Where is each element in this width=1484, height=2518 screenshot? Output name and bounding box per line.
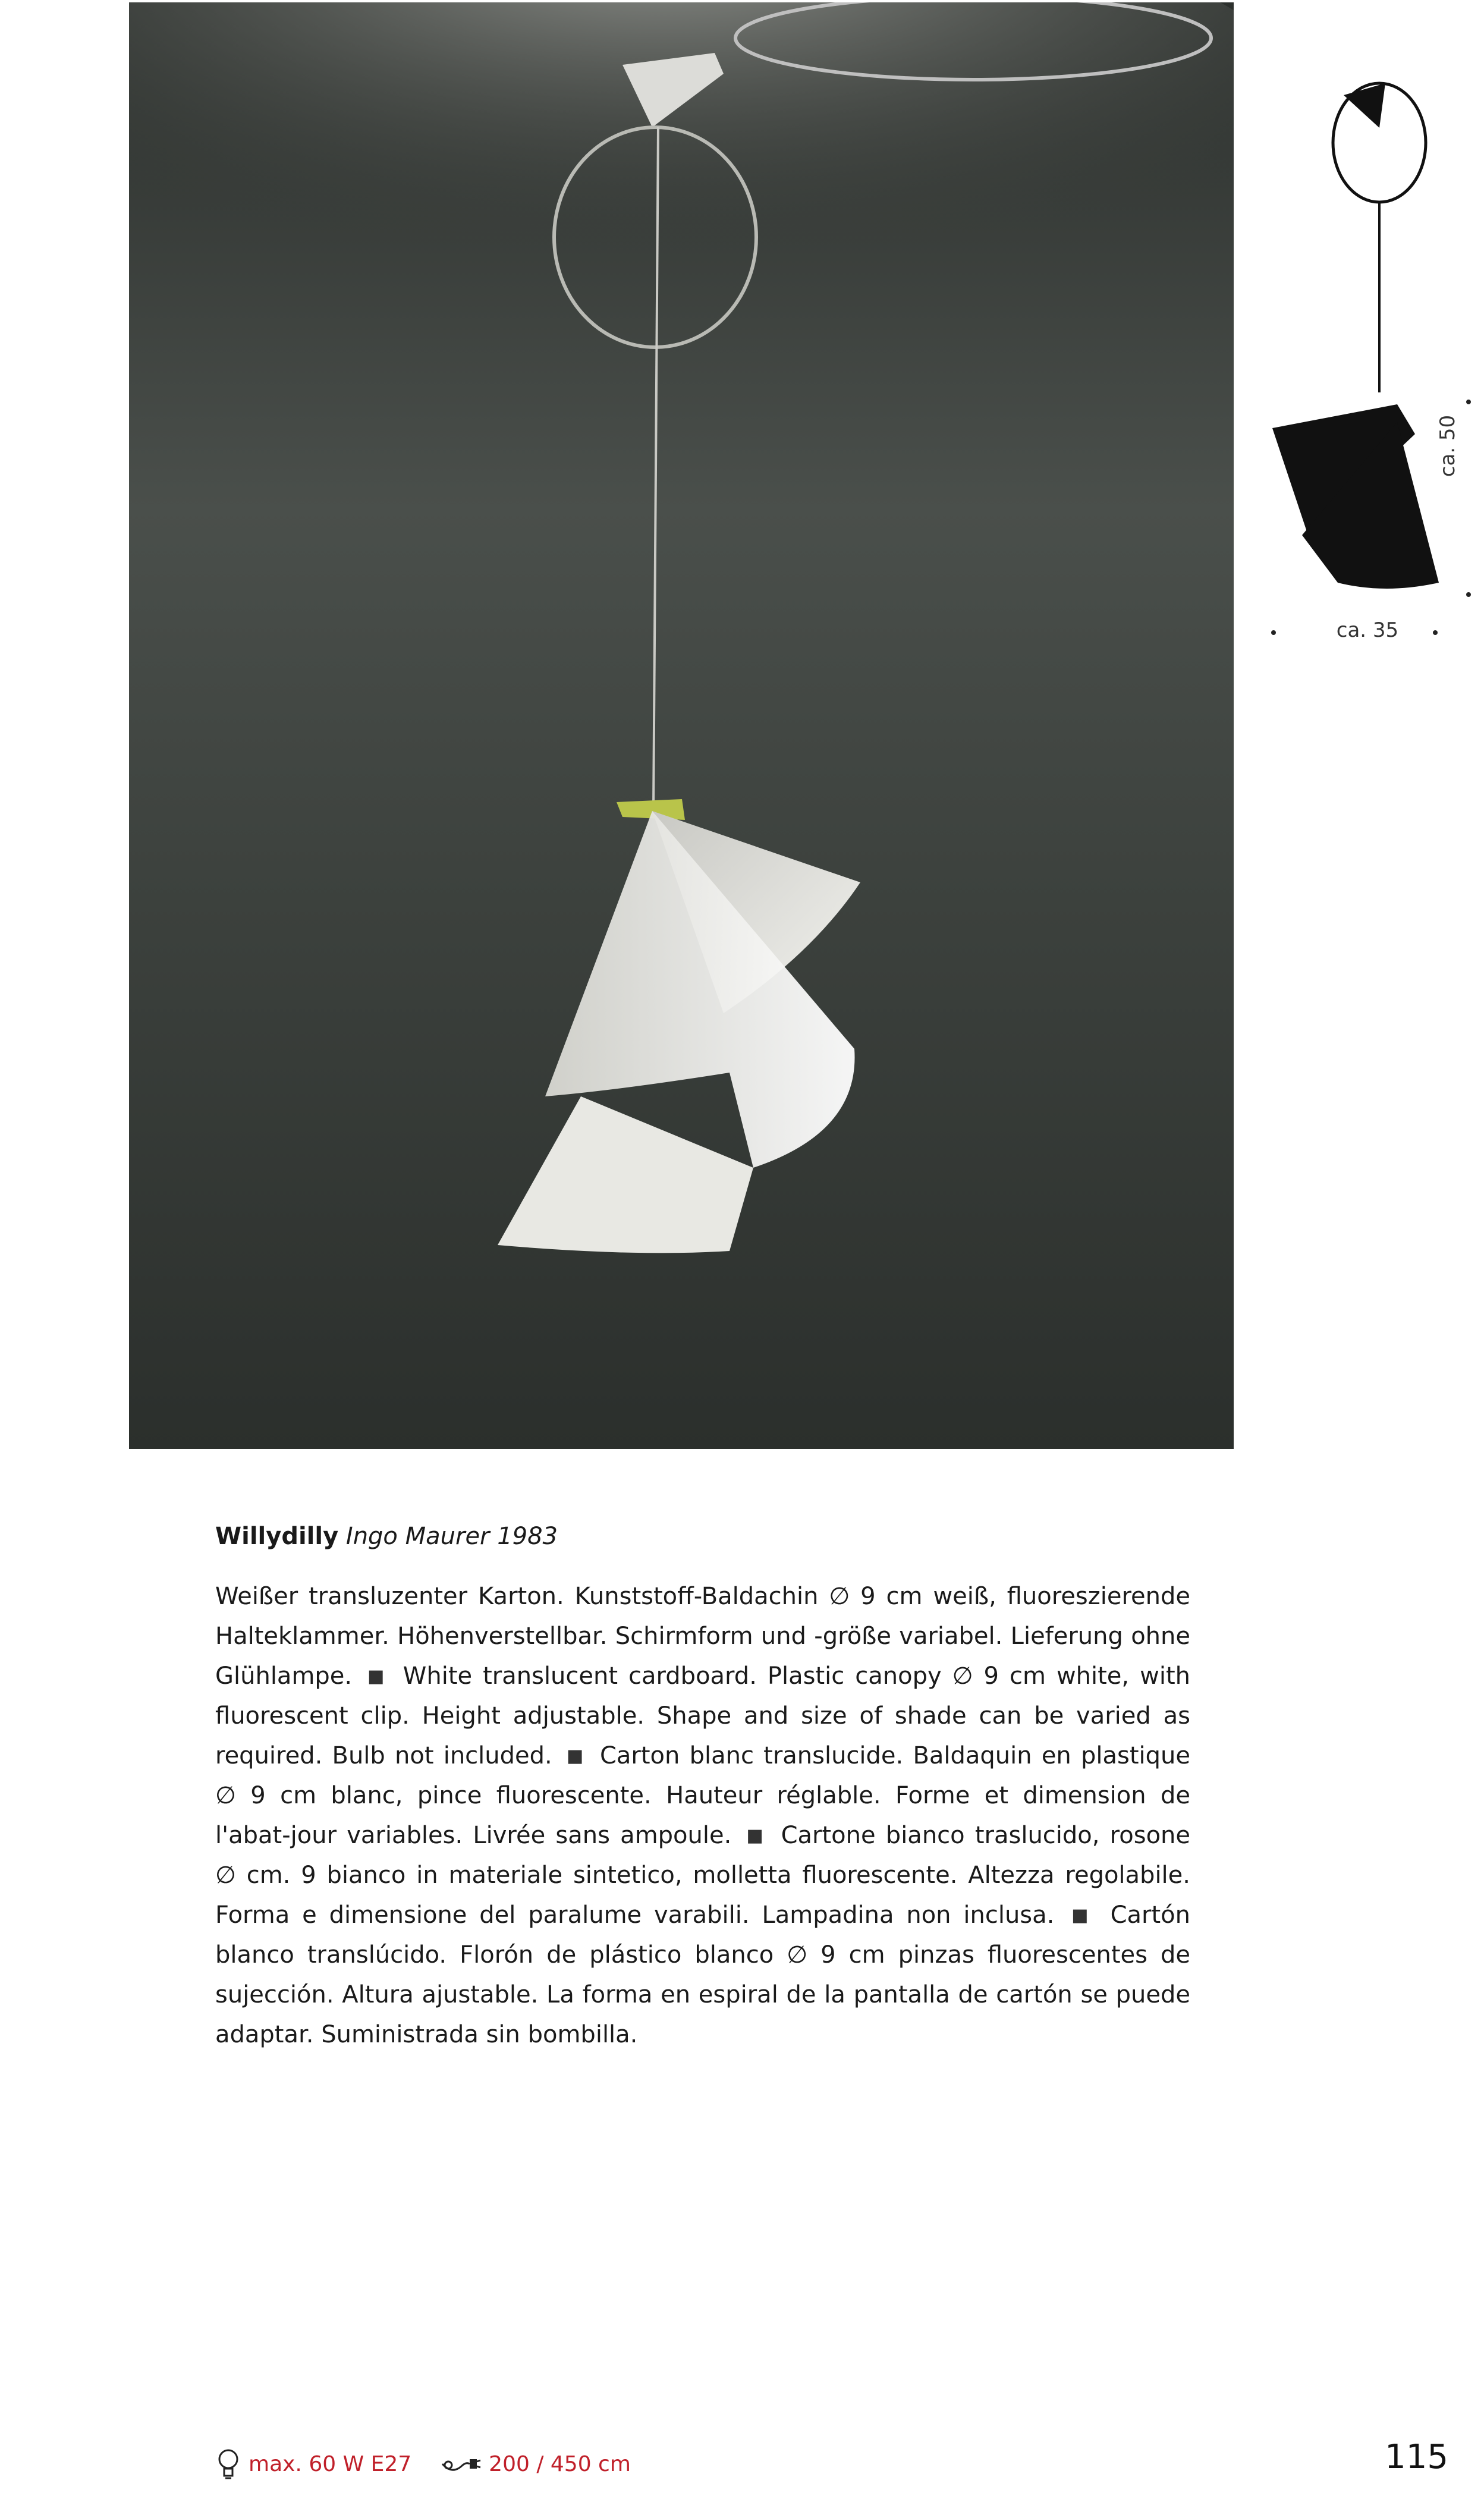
lamp-photo-illustration	[129, 2, 1234, 1449]
product-description	[215, 1577, 1190, 2055]
dimension-diagram	[1260, 71, 1484, 666]
dim-dot	[1466, 592, 1471, 597]
description-it: Cartone bianco traslucido, rosone ∅ cm. 9 bianco in materiale sintetico, molletta fluorescente. Altezza regolabile. Forma e dimensione del paralume varabili. Lampadina non inclusa.	[215, 1822, 1190, 1929]
page-number: 115	[1385, 2438, 1448, 2476]
dim-dot	[1466, 400, 1471, 404]
bullet-square: ■	[566, 1746, 586, 1766]
designer-year: Ingo Maurer 1983	[345, 1523, 558, 1550]
cable-spec: 200 / 450 cm	[489, 2451, 631, 2476]
bulb-spec: max. 60 W E27	[249, 2451, 412, 2476]
lamp-outline-drawing	[1260, 71, 1484, 666]
width-dimension: ca. 35	[1336, 618, 1399, 642]
cable-plug-icon	[440, 2452, 482, 2476]
description-en: White translucent cardboard. Plastic canopy ∅ 9 cm white, with fluorescent clip. Height adjustable. Shape and size of shade can be varied as required. Bulb not included.	[215, 1662, 1190, 1769]
bullet-square: ■	[746, 1825, 766, 1846]
dim-dot	[1271, 630, 1276, 635]
description-fr: Carton blanc translucide. Baldaquin en plastique ∅ 9 cm blanc, pince fluorescente. Hauteur réglable. Forme et dimension de l'abat-jour variables. Livrée sans ampoule.	[215, 1742, 1190, 1849]
product-photo	[129, 2, 1234, 1449]
description-de: Weißer transluzenter Karton. Kunststoff-Baldachin ∅ 9 cm weiß, fluoreszierende Halteklammer. Höhenverstellbar. Schirmform und -größe variabel. Lieferung ohne Glühlampe.	[215, 1583, 1190, 1690]
description-es: Cartón blanco translúcido. Florón de plástico blanco ∅ 9 cm pinzas fluorescentes de sujección. Altura ajustable. La forma en espiral de la pantalla de cartón se puede adaptar. Suministrada sin bombilla.	[215, 1901, 1190, 2048]
bullet-square: ■	[1071, 1905, 1093, 1926]
bulb-icon	[215, 2447, 241, 2481]
product-name: Willydilly	[215, 1523, 339, 1550]
bullet-square: ■	[367, 1666, 388, 1687]
height-dimension: ca. 50	[1436, 414, 1460, 477]
footer-specs	[215, 2446, 631, 2482]
product-heading	[215, 1521, 558, 1552]
